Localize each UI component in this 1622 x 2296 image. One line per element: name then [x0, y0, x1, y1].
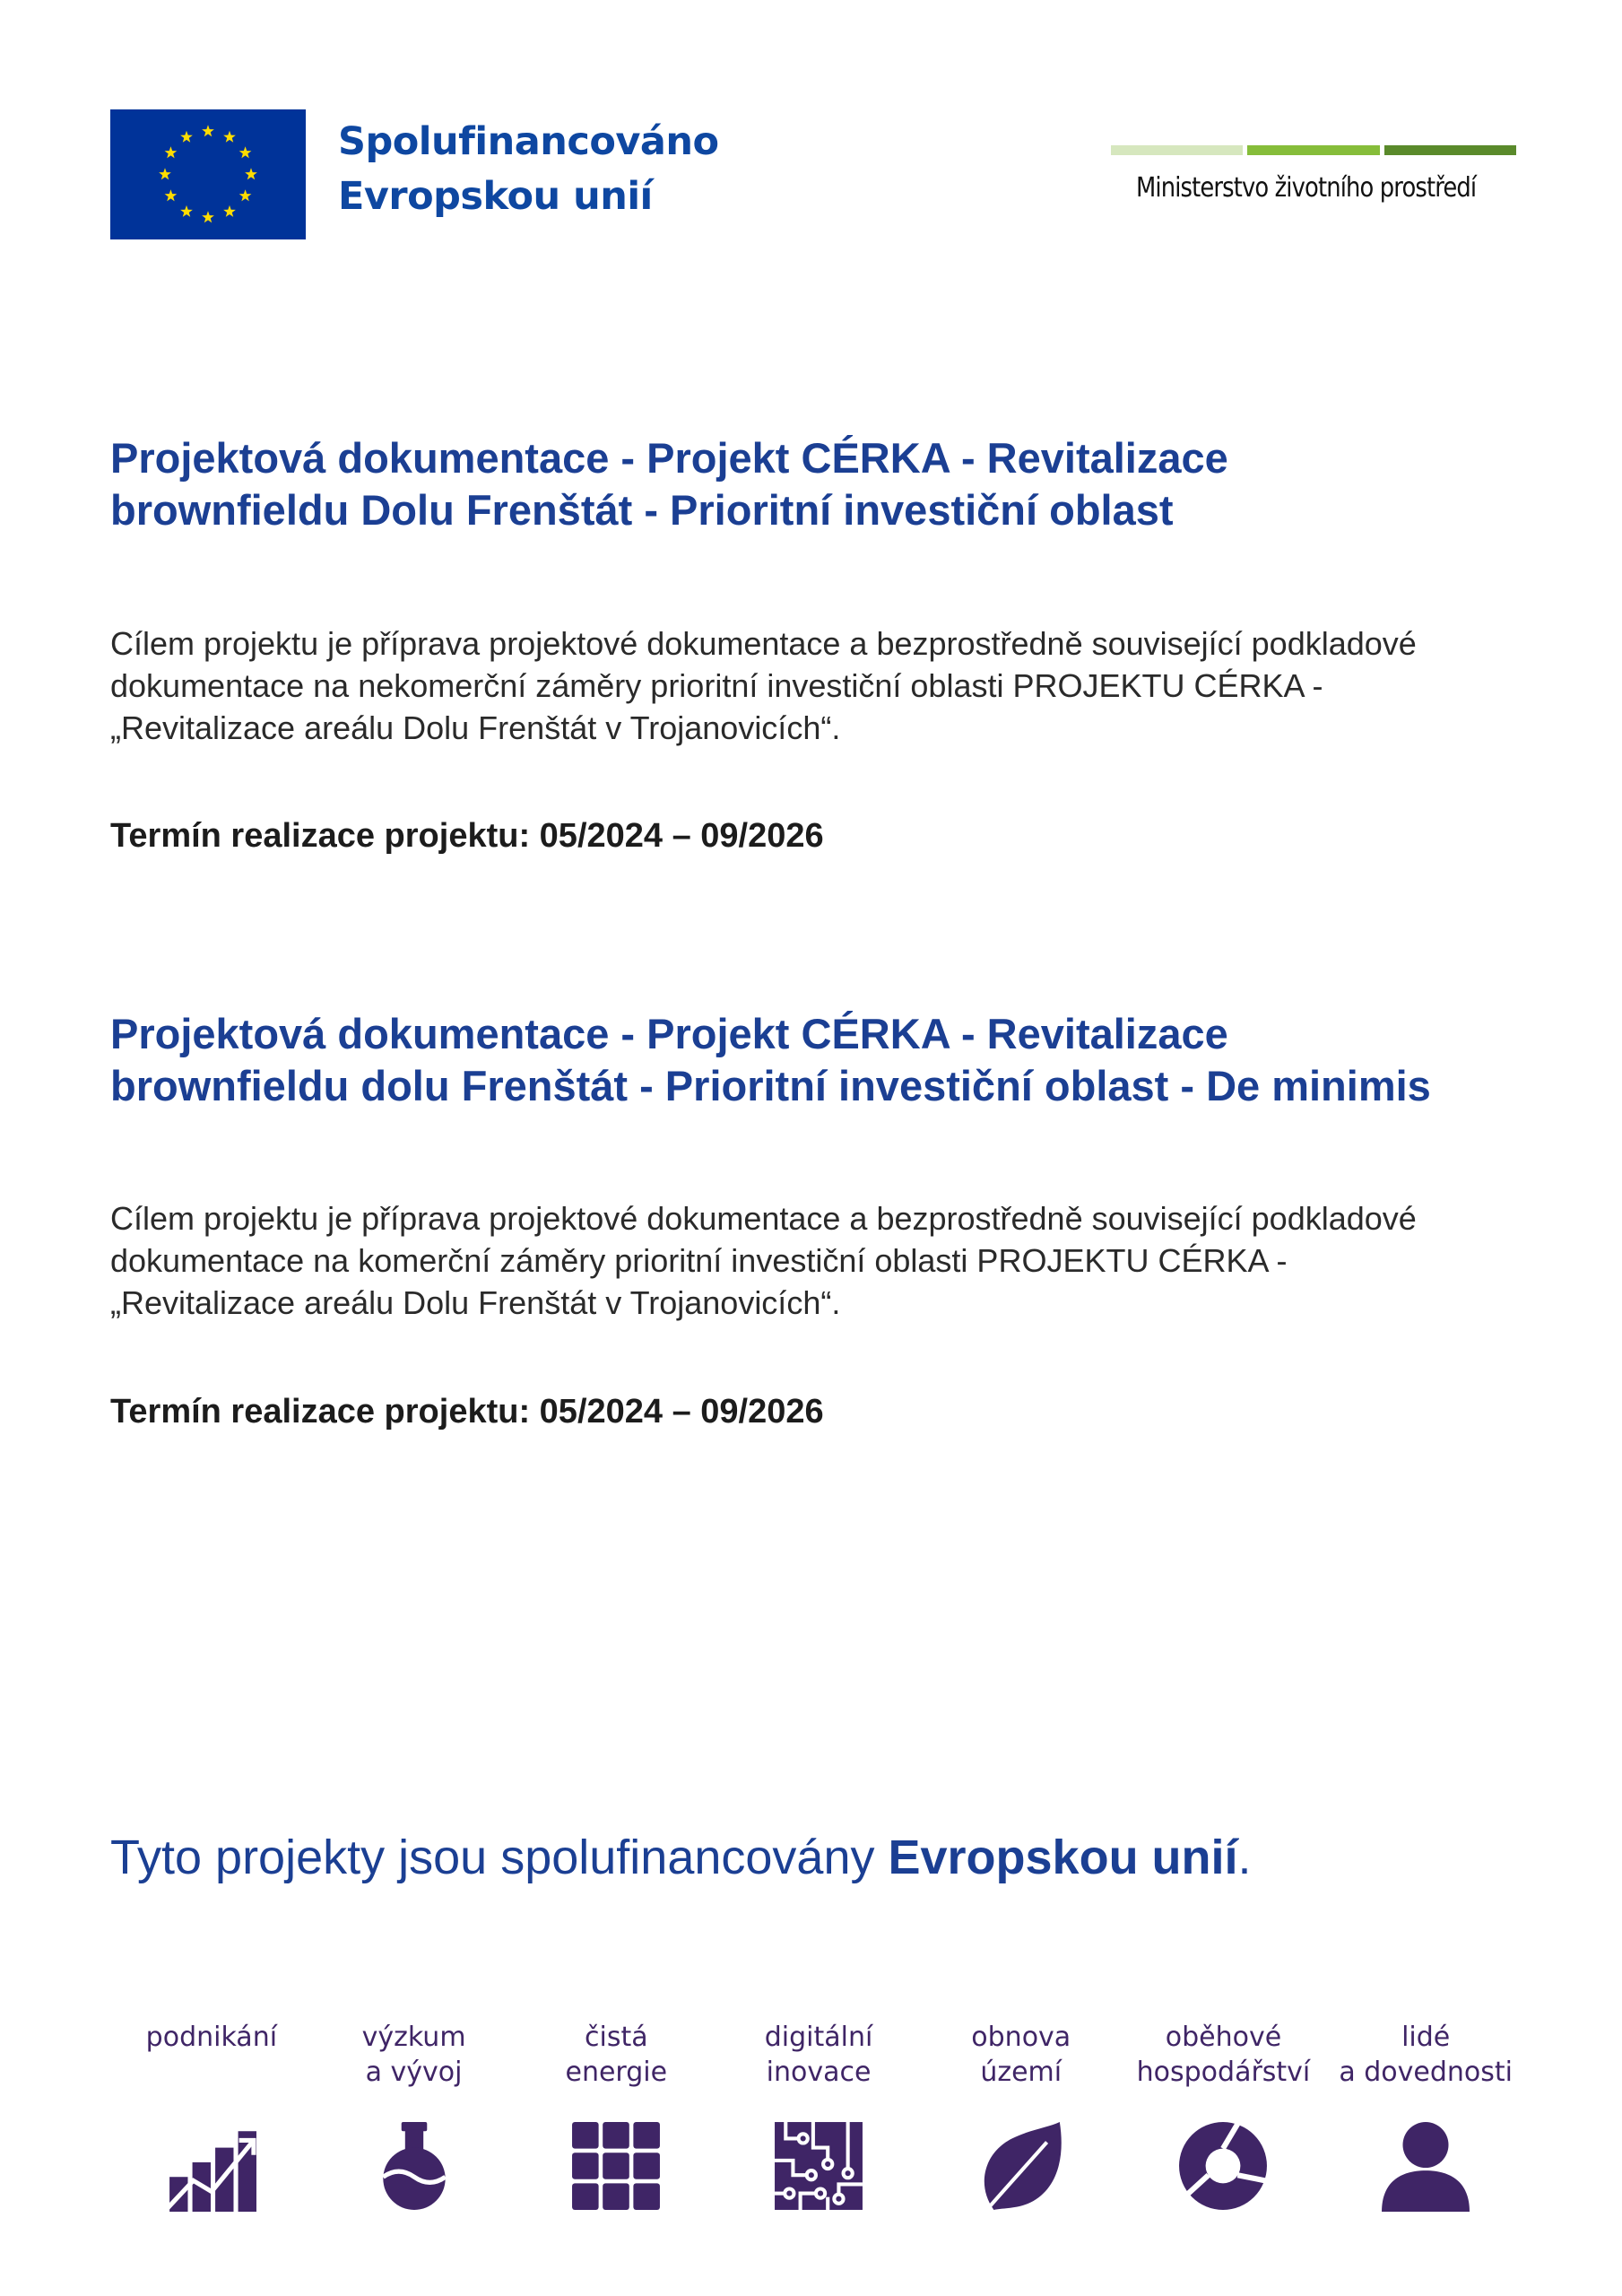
eu-flag-icon — [110, 109, 306, 239]
theme-digital — [717, 2020, 920, 2217]
eu-text-line1: Spolufinancováno — [338, 119, 719, 164]
theme-label-line1: obnova — [971, 2022, 1071, 2053]
eu-star-icon — [245, 168, 257, 179]
ministry-stripe-dark — [1384, 145, 1516, 155]
theme-label-line2: inovace — [766, 2057, 872, 2088]
theme-label — [1339, 2020, 1513, 2100]
theme-people-skills — [1324, 2020, 1527, 2217]
project-2-title-line1: Projektová dokumentace - Projekt CÉRKA - Revitalizace — [110, 1010, 1228, 1057]
theme-circular-economy — [1123, 2020, 1325, 2217]
ministry-name: Ministerstvo životního prostředí — [1136, 172, 1477, 204]
theme-label — [362, 2020, 466, 2100]
theme-regeneration — [920, 2020, 1123, 2217]
project-1-desc-line3: „Revitalizace areálu Dolu Frenštát v Trojanovicích“. — [110, 709, 841, 746]
theme-label — [1137, 2020, 1311, 2100]
ministry-logo — [1111, 145, 1516, 208]
theme-label-line2: území — [980, 2057, 1063, 2088]
eu-star-icon — [223, 205, 236, 217]
eu-flag-stars — [110, 109, 306, 239]
theme-label — [146, 2020, 277, 2100]
research-flask-icon — [369, 2120, 460, 2212]
theme-label-line1: čistá — [584, 2022, 648, 2053]
theme-label-line1: podnikání — [145, 2022, 278, 2053]
theme-label — [765, 2020, 873, 2100]
theme-label-line1: digitální — [764, 2022, 873, 2053]
theme-research — [313, 2020, 516, 2217]
theme-label-line2: a vývoj — [365, 2057, 463, 2088]
theme-label-line2: hospodářství — [1136, 2057, 1311, 2088]
project-2-term: Termín realizace projektu: 05/2024 – 09/2026 — [110, 1393, 824, 1431]
cofinancing-prefix: Tyto projekty jsou spolufinancovány — [110, 1831, 889, 1884]
project-2-desc-line3: „Revitalizace areálu Dolu Frenštát v Trojanovicích“. — [110, 1284, 841, 1321]
eu-star-icon — [165, 189, 178, 201]
theme-label-line2: energie — [565, 2057, 668, 2088]
eu-cofinanced-text — [338, 115, 719, 224]
project-1-desc-line1: Cílem projektu je příprava projektové dokumentace a bezprostředně související podkladové — [110, 625, 1417, 662]
project-2-description — [110, 1197, 1545, 1324]
project-1-desc-line2: dokumentace na nekomerční záměry prioritní investiční oblasti PROJEKTU CÉRKA - — [110, 667, 1323, 704]
theme-label — [971, 2020, 1071, 2100]
project-1-title-line2: brownfieldu Dolu Frenštát - Prioritní investiční oblast — [110, 486, 1174, 534]
business-chart-icon — [166, 2120, 257, 2212]
cofinancing-suffix: . — [1237, 1831, 1252, 1884]
ministry-stripe-mid — [1247, 145, 1379, 155]
eu-text-line2: Evropskou unií — [338, 174, 653, 219]
ministry-stripes — [1111, 145, 1516, 155]
ministry-stripe-light — [1111, 145, 1243, 155]
project-2-title — [110, 1008, 1527, 1112]
solar-panel-icon — [570, 2120, 662, 2212]
theme-label-line1: oběhové — [1165, 2022, 1282, 2053]
circuit-chip-icon — [773, 2120, 864, 2212]
theme-label-line1: výzkum — [361, 2022, 466, 2053]
project-2-desc-line2: dokumentace na komerční záměry prioritní investiční oblasti PROJEKTU CÉRKA - — [110, 1242, 1288, 1279]
leaf-icon — [976, 2120, 1067, 2212]
eu-star-icon — [180, 205, 193, 217]
person-icon — [1380, 2120, 1471, 2212]
theme-label-line1: lidé — [1401, 2022, 1451, 2053]
eu-star-icon — [159, 168, 171, 179]
project-2-title-line2: brownfieldu dolu Frenštát - Prioritní investiční oblast - De minimis — [110, 1062, 1431, 1109]
project-1-title-line1: Projektová dokumentace - Projekt CÉRKA - Revitalizace — [110, 434, 1228, 482]
project-1-term: Termín realizace projektu: 05/2024 – 09/2026 — [110, 817, 824, 855]
theme-label-line2: a dovednosti — [1339, 2057, 1513, 2088]
theme-business — [110, 2020, 313, 2217]
theme-icons-row — [110, 2020, 1527, 2217]
cofinancing-statement — [110, 1826, 1252, 1889]
theme-label — [566, 2020, 668, 2100]
recycle-circle-icon — [1177, 2120, 1269, 2212]
eu-star-icon — [239, 146, 252, 158]
project-1-description — [110, 622, 1545, 749]
eu-star-icon — [180, 131, 193, 143]
eu-star-icon — [202, 211, 214, 222]
eu-star-icon — [202, 125, 214, 136]
eu-star-icon — [165, 146, 178, 158]
project-1-title — [110, 432, 1527, 536]
theme-clean-energy — [515, 2020, 717, 2217]
project-2-desc-line1: Cílem projektu je příprava projektové dokumentace a bezprostředně související podkladové — [110, 1200, 1417, 1237]
eu-star-icon — [239, 189, 252, 201]
cofinancing-emphasis: Evropskou unií — [888, 1831, 1238, 1884]
eu-star-icon — [223, 131, 236, 143]
